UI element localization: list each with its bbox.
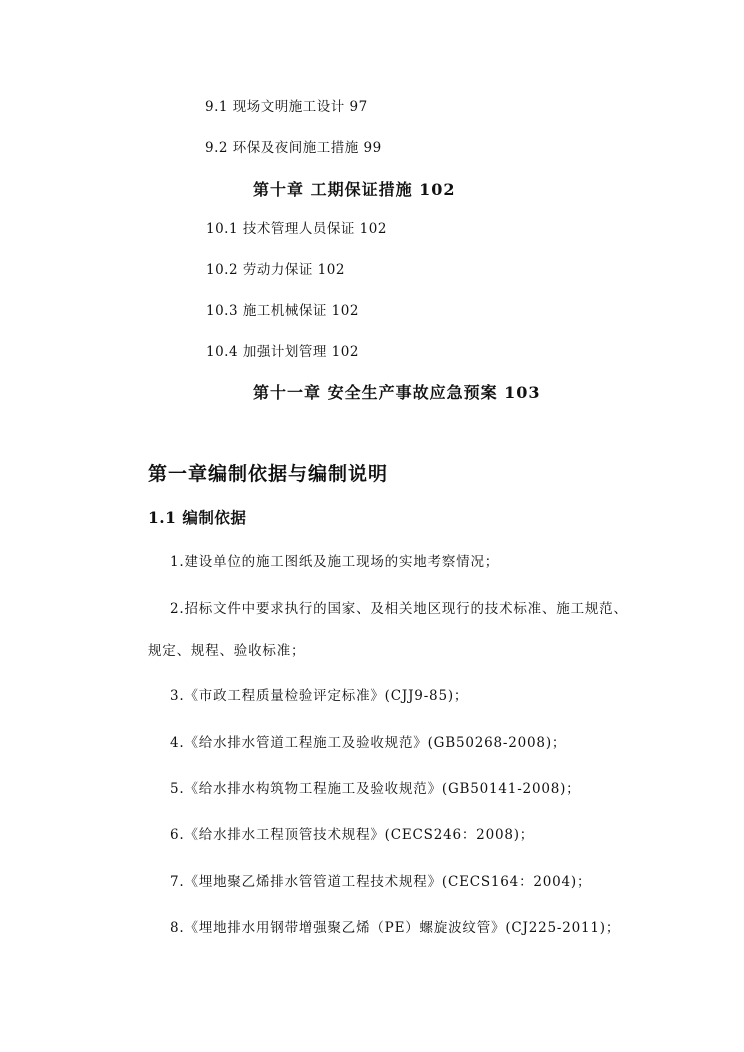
basis-item-2: 2.招标文件中要求执行的国家、及相关地区现行的技术标准、施工规范、 bbox=[170, 601, 628, 617]
toc-chapter-10: 第十章 工期保证措施 102 bbox=[253, 180, 456, 199]
basis-item-3: 3.《市政工程质量检验评定标准》(CJJ9-85)； bbox=[170, 688, 469, 704]
basis-item-2-continued: 规定、规程、验收标准； bbox=[148, 643, 306, 659]
toc-entry-9-2: 9.2 环保及夜间施工措施 99 bbox=[205, 140, 382, 156]
basis-item-5: 5.《给水排水构筑物工程施工及验收规范》(GB50141-2008)； bbox=[170, 781, 581, 797]
toc-entry-10-2: 10.2 劳动力保证 102 bbox=[206, 262, 345, 278]
toc-entry-10-1: 10.1 技术管理人员保证 102 bbox=[206, 221, 387, 237]
toc-entry-10-3: 10.3 施工机械保证 102 bbox=[206, 303, 359, 319]
basis-item-6: 6.《给水排水工程顶管技术规程》(CECS246：2008)； bbox=[170, 827, 535, 843]
basis-item-4: 4.《给水排水管道工程施工及验收规范》(GB50268-2008)； bbox=[170, 735, 567, 751]
toc-chapter-11: 第十一章 安全生产事故应急预案 103 bbox=[253, 383, 541, 402]
section-1-1-heading: 1.1 编制依据 bbox=[148, 508, 247, 527]
toc-entry-10-4: 10.4 加强计划管理 102 bbox=[206, 344, 359, 360]
basis-item-7: 7.《埋地聚乙烯排水管管道工程技术规程》(CECS164：2004)； bbox=[170, 874, 592, 890]
basis-item-1: 1.建设单位的施工图纸及施工现场的实地考察情况； bbox=[170, 554, 500, 570]
toc-entry-9-1: 9.1 现场文明施工设计 97 bbox=[205, 99, 368, 115]
basis-item-8: 8.《埋地排水用钢带增强聚乙烯（PE）螺旋波纹管》(CJ225-2011)； bbox=[170, 920, 621, 936]
chapter-1-title: 第一章编制依据与编制说明 bbox=[148, 463, 389, 485]
